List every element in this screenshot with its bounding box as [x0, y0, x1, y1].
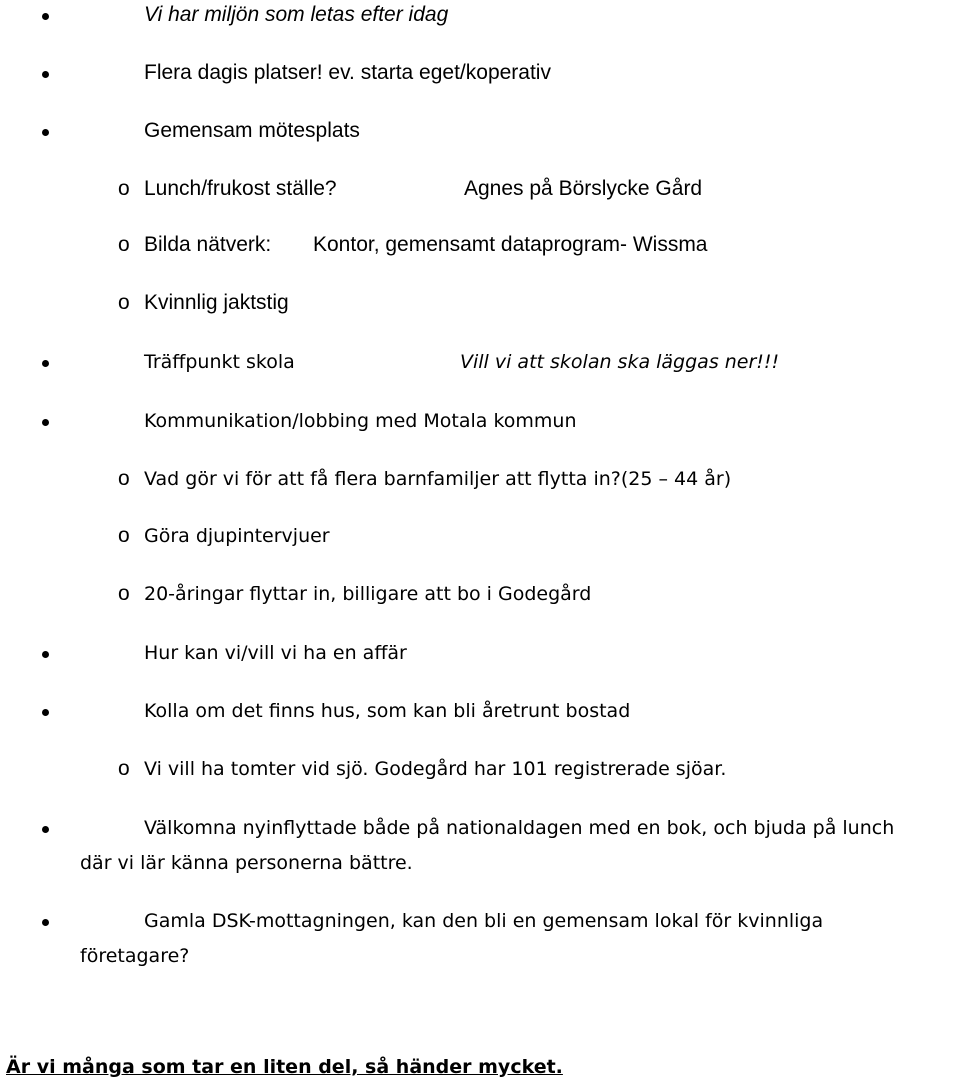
list-item-text: Göra djupintervjuer [144, 525, 330, 547]
list-item-note: Vill vi att skolan ska läggas ner!!! [460, 351, 780, 373]
list-item-text: Vi vill ha tomter vid sjö. Godegård har 101 registrerade sjöar. [144, 758, 727, 780]
bullet-marker [42, 651, 49, 658]
bullet-marker [42, 826, 49, 833]
bullet-marker [42, 709, 49, 716]
circle-marker: o [118, 467, 130, 490]
list-item-text: Kvinnlig jaktstig [144, 291, 289, 314]
bullet-marker [42, 71, 49, 78]
bullet-marker [42, 13, 49, 20]
circle-marker: o [118, 582, 130, 605]
list-item-text-line1: Välkomna nyinflyttade både på nationaldagen med en bok, och bjuda på lunch [144, 817, 895, 839]
circle-marker: o [118, 524, 130, 547]
bullet-marker [42, 919, 49, 926]
circle-marker: o [118, 177, 130, 200]
list-item-text: Flera dagis platser! ev. starta eget/koperativ [144, 61, 551, 84]
bullet-marker [42, 419, 49, 426]
circle-marker: o [118, 291, 130, 314]
list-item-text: 20-åringar flyttar in, billigare att bo i Godegård [144, 583, 592, 605]
list-item-text: Kolla om det finns hus, som kan bli åretrunt bostad [144, 700, 631, 722]
list-item-text: Bilda nätverk: [144, 233, 272, 256]
list-item-text: Träffpunkt skola [144, 351, 295, 373]
list-item-text: Vad gör vi för att få flera barnfamiljer att flytta in?(25 – 44 år) [144, 468, 732, 490]
list-item-text-line1: Gamla DSK-mottagningen, kan den bli en gemensam lokal för kvinnliga [144, 910, 824, 932]
list-item-text: Kommunikation/lobbing med Motala kommun [144, 410, 577, 432]
bullet-marker [42, 360, 49, 367]
list-item-text: Hur kan vi/vill vi ha en affär [144, 642, 407, 664]
list-item-text-line2: där vi lär känna personerna bättre. [80, 852, 413, 874]
closing-statement: Är vi många som tar en liten del, så händer mycket. [6, 1056, 563, 1078]
list-item-text: Gemensam mötesplats [144, 119, 360, 142]
list-item-text-line2: företagare? [80, 945, 190, 967]
list-item-text: Lunch/frukost ställe? [144, 177, 337, 200]
circle-marker: o [118, 757, 130, 780]
list-item-note: Kontor, gemensamt dataprogram- Wissma [313, 233, 708, 256]
list-item-text: Vi har miljön som letas efter idag [144, 3, 449, 26]
circle-marker: o [118, 233, 130, 256]
list-item-note: Agnes på Börslycke Gård [464, 177, 703, 200]
bullet-marker [42, 129, 49, 136]
